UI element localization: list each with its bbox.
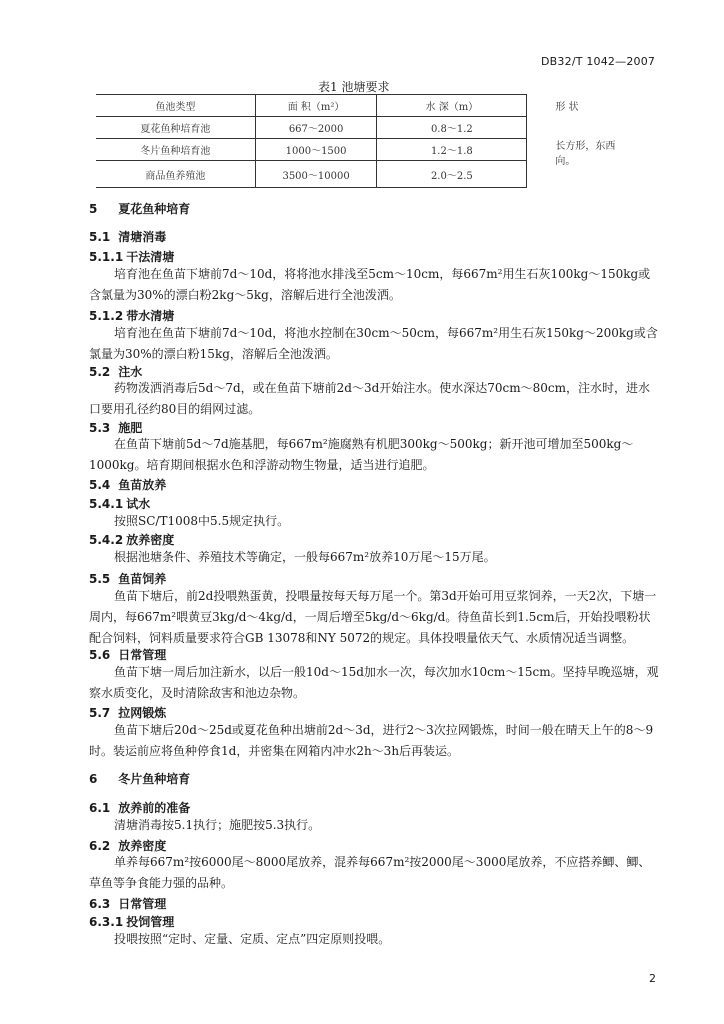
paragraph-5-6: 鱼苗下塘一周后加注新水，以后一般10d～15d加水一次，每次加水10cm～15cm。坚持早晚巡塘，观察水质变化，及时清除敌害和池边杂物。 [89,665,659,700]
section-title: 施肥 [118,421,143,435]
paragraph-5-7: 鱼苗下塘后20d～25d或夏花鱼种出塘前2d～3d，进行2～3次拉网锻炼，时间一般在晴天上午的8～9时。装运前应将鱼种停食1d，并密集在网箱内冲水2h～3h后再装运。 [89,723,654,758]
table-header-cell: 水 深（m） [377,95,527,117]
section-title: 日常管理 [118,648,167,662]
table-header-cell: 鱼池类型 [96,95,255,117]
table-header-cell: 面 积（m²） [255,95,376,117]
section-number: 5.2 [89,365,111,379]
section-title: 投饲管理 [126,915,175,929]
section-number: 5.6 [89,648,111,662]
table-row [96,117,634,139]
paragraph-6-3-1: 投喂按照“定时、定量、定质、定点”四定原则投喂。 [114,932,391,946]
paragraph-5-5: 鱼苗下塘后，前2d投喂熟蛋黄，投喂量按每天每万尾一个。第3d开始可用豆浆饲养，一天2次，下塘一周内，每667m²喂黄豆3kg/d～4kg/d，一周后增至5kg/d～6kg/d。待鱼苗长到1.5cm后，开始投喂粉状配合饲料，饲料质量要求符合GB 13078和NY 5072的规定。具体投喂量依天气、水质情况适当调整。 [89,589,657,645]
table-cell: 3500～10000 [255,161,376,188]
section-title: 带水清塘 [126,309,175,323]
section-number: 5.4 [89,478,111,492]
table-cell: 0.8～1.2 [377,117,527,139]
section-title: 干法清塘 [126,250,175,264]
paragraph-5-3: 在鱼苗下塘前5d～7d施基肥，每667m²施腐熟有机肥300kg～500kg；新开池可增加至500kg～1000kg。培育期间根据水色和浮游动物生物量，适当进行追肥。 [89,437,634,472]
section-number: 6.2 [89,839,111,853]
section-number: 5.1.1 [89,250,124,264]
section-number: 6.1 [89,801,111,815]
section-heading-5-6 [89,646,166,663]
table-cell: 夏花鱼种培育池 [96,117,255,139]
paragraph-6-1: 清塘消毒按5.1执行；施肥按5.3执行。 [114,818,321,832]
section-heading-5-4-1 [89,495,150,512]
section-number: 5.3 [89,421,111,435]
table-cell: 1000～1500 [255,139,376,161]
table-cell: 667～2000 [255,117,376,139]
section-title: 鱼苗放养 [118,478,167,492]
table-cell: 1.2～1.8 [377,139,527,161]
paragraph-5-1-2: 培育池在鱼苗下塘前7d～10d，将池水控制在30cm～50cm，每667m²用生石灰150kg～200kg或含氯量为30%的漂白粉15kg，溶解后全池泼洒。 [89,326,658,361]
section-title: 清塘消毒 [118,230,167,244]
section-title: 拉网锻炼 [118,706,167,720]
shape-note: 长方形，东西向。 [555,141,616,167]
section-number: 5.5 [89,572,111,586]
table-cell: 2.0～2.5 [377,161,527,188]
section-number: 5.1 [89,230,111,244]
section-number: 6.3.1 [89,915,124,929]
section-heading-5-1-1 [89,248,174,265]
table-cell: 冬片鱼种培育池 [96,139,255,161]
shape-header: 形 状 [555,102,579,113]
pond-requirements-table [96,94,634,188]
paragraph-5-2: 药物泼洒消毒后5d～7d，或在鱼苗下塘前2d～3d开始注水。使水深达70cm～80cm，注水时，进水口要用孔径约80目的绢网过滤。 [89,381,651,416]
section-title: 鱼苗饲养 [118,572,167,586]
section-heading-6-1 [89,799,190,816]
paragraph-6-2: 单养每667m²按6000尾～8000尾放养，混养每667m²按2000尾～3000尾放养，不应搭养鲫、鲫、草鱼等争食能力强的品种。 [89,855,651,890]
section-number: 6 [89,772,98,786]
section-heading-5-1-2 [89,307,174,324]
section-title: 冬片鱼种培育 [118,772,191,786]
table-cell: 商品鱼养殖池 [96,161,255,188]
section-title: 放养密度 [126,533,175,547]
section-heading-5-5 [89,570,166,587]
section-number: 5.4.1 [89,497,124,511]
section-title: 放养密度 [118,839,167,853]
section-heading-5-4-2 [89,531,174,548]
section-title: 放养前的准备 [118,801,191,815]
section-number: 5 [89,202,98,216]
standard-code: DB32/T 1042—2007 [541,55,656,68]
section-heading-5 [89,200,190,217]
table-header-cell [527,95,634,117]
paragraph-5-4-1: 按照SC/T1008中5.5规定执行。 [114,514,290,528]
shape-cell [527,117,634,188]
section-heading-5-4 [89,476,166,493]
section-number: 5.1.2 [89,309,124,323]
paragraph-5-4-2: 根据池塘条件、养殖技术等确定，一般每667m²放养10万尾～15万尾。 [114,550,496,564]
section-title: 注水 [118,365,143,379]
paragraph-5-1-1: 培育池在鱼苗下塘前7d～10d，将将池水排浅至5cm～10cm，每667m²用生石灰100kg～150kg或含氯量为30%的漂白粉2kg～5kg，溶解后进行全池泼洒。 [89,267,651,302]
section-heading-5-1 [89,228,166,245]
table-header-row [96,95,634,117]
section-title: 试水 [126,497,151,511]
page-number: 2 [649,972,656,985]
section-heading-6 [89,770,190,787]
section-number: 5.7 [89,706,111,720]
section-title: 日常管理 [118,897,167,911]
section-number: 6.3 [89,897,111,911]
section-number: 5.4.2 [89,533,124,547]
section-title: 夏花鱼种培育 [118,202,191,216]
table-caption: 表1 池塘要求 [318,80,390,94]
section-heading-6-3 [89,895,166,912]
section-heading-6-3-1 [89,913,174,930]
section-heading-5-7 [89,704,166,721]
